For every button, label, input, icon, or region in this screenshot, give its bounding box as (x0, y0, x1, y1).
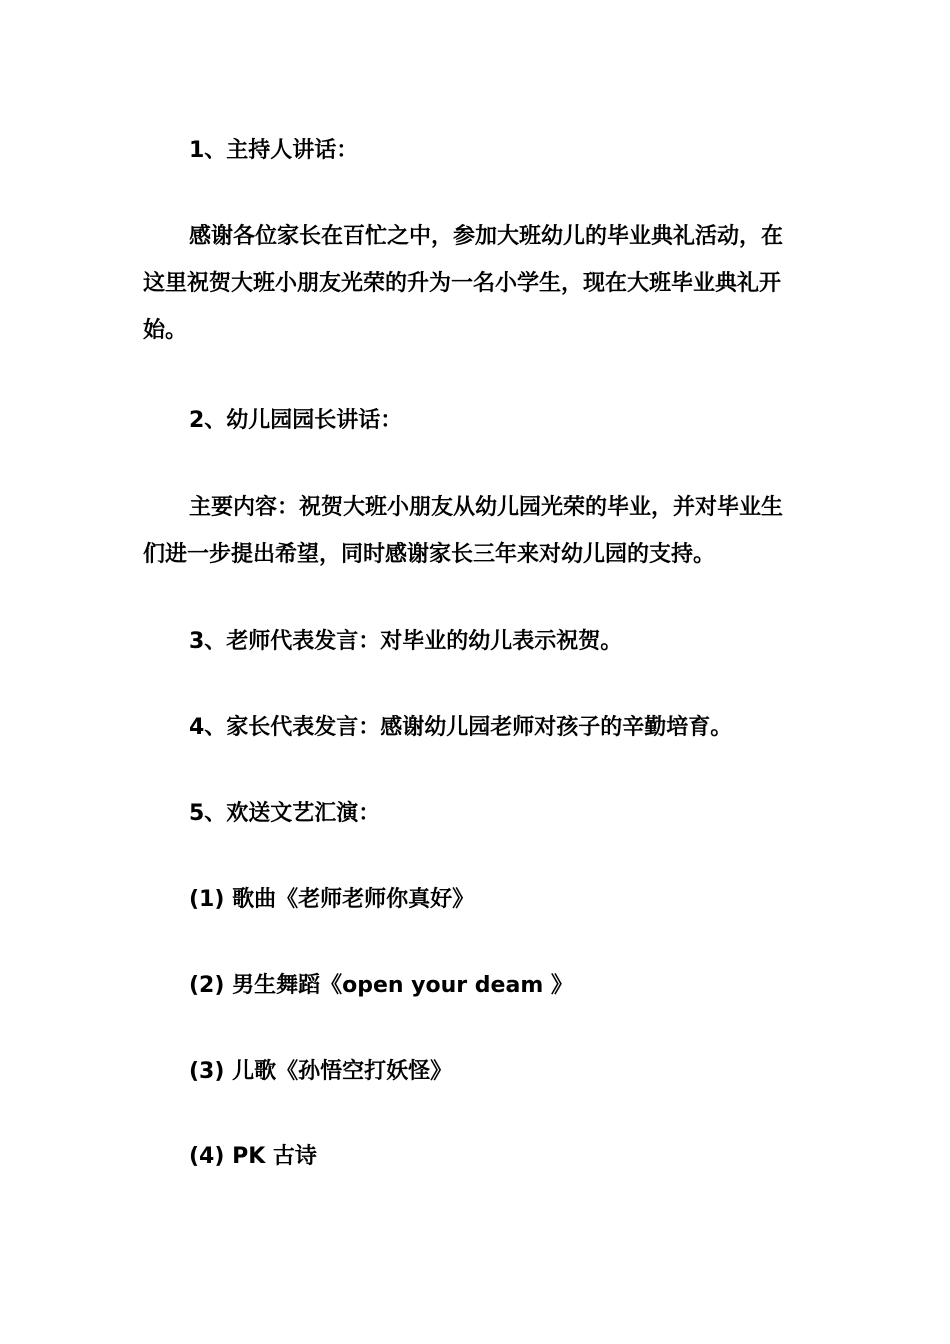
heading-parent-speech: 4、家长代表发言：感谢幼儿园老师对孩子的辛勤培育。 (189, 715, 733, 740)
program-item-3: (3) 儿歌《孙悟空打妖怪》 (189, 1059, 453, 1084)
heading-principal-speech: 2、幼儿园园长讲话： (189, 408, 403, 433)
program-item-2: (2) 男生舞蹈《open your deam 》 (189, 973, 573, 998)
program-item-4: (4) PK 古诗 (189, 1144, 317, 1169)
program-item-1: (1) 歌曲《老师老师你真好》 (189, 887, 475, 912)
heading-host-speech: 1、主持人讲话： (189, 138, 359, 163)
heading-teacher-speech: 3、老师代表发言：对毕业的幼儿表示祝贺。 (189, 629, 623, 654)
heading-performance: 5、欢送文艺汇演： (189, 801, 381, 826)
paragraph-principal-text: 主要内容：祝贺大班小朋友从幼儿园光荣的毕业，并对毕业生们进一步提出希望，同时感谢家长三年来对幼儿园的支持。 (143, 495, 784, 567)
paragraph-host-text: 感谢各位家长在百忙之中，参加大班幼儿的毕业典礼活动，在这里祝贺大班小朋友光荣的升为一名小学生，现在大班毕业典礼开始。 (143, 224, 784, 343)
